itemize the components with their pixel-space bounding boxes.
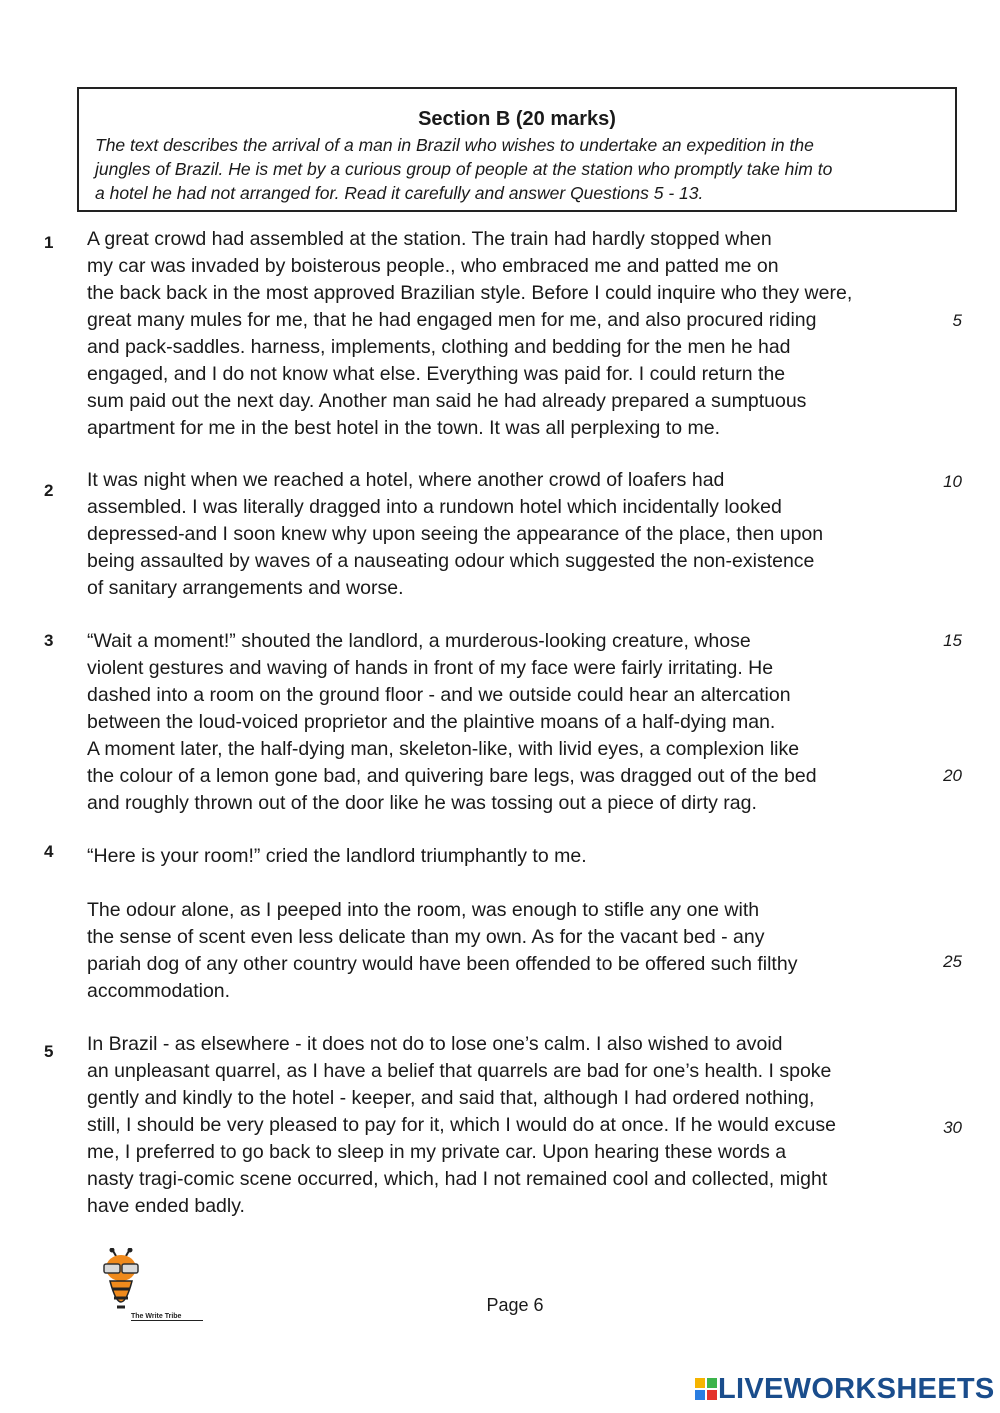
text-line: A great crowd had assembled at the station. The train had hardly stopped when xyxy=(87,228,772,250)
line-reference-30: 30 xyxy=(943,1118,962,1137)
text-line: The odour alone, as I peeped into the room, was enough to stifle any one with xyxy=(87,899,760,921)
intro-line: a hotel he had not arranged for. Read it carefully and answer Questions 5 - 13. xyxy=(95,183,704,203)
paragraph-number-5: 5 xyxy=(44,1042,54,1061)
paragraph-2 xyxy=(87,467,949,602)
text-line: In Brazil - as elsewhere - it does not do to lose one’s calm. I also wished to avoid xyxy=(87,1033,783,1055)
text-line: depressed-and I soon knew why upon seeing the appearance of the place, then upon xyxy=(87,523,824,545)
text-line: “Wait a moment!” shouted the landlord, a murderous-looking creature, whose xyxy=(87,630,751,652)
line-reference-15: 15 xyxy=(943,631,962,650)
intro-line: jungles of Brazil. He is met by a curious group of people at the station who promptly take him to xyxy=(95,159,833,179)
text-line: have ended badly. xyxy=(87,1195,245,1217)
text-line: sum paid out the next day. Another man said he had already prepared a sumptuous xyxy=(87,390,807,412)
text-line: the sense of scent even less delicate than my own. As for the vacant bed - any xyxy=(87,926,765,948)
section-header-box xyxy=(77,87,957,212)
text-line: between the loud-voiced proprietor and the plaintive moans of a half-dying man. xyxy=(87,711,776,733)
liveworksheets-logo-icon xyxy=(695,1378,717,1400)
paragraph-3 xyxy=(87,628,949,817)
text-line: and roughly thrown out of the door like he was tossing out a piece of dirty rag. xyxy=(87,792,757,814)
paragraph-number-1: 1 xyxy=(44,233,54,252)
section-intro xyxy=(95,133,945,205)
section-title: Section B (20 marks) xyxy=(418,108,616,130)
paragraph-number-4: 4 xyxy=(44,842,54,861)
intro-line: The text describes the arrival of a man in Brazil who wishes to undertake an expedition in the xyxy=(95,135,814,155)
text-line: “Here is your room!” cried the landlord triumphantly to me. xyxy=(87,845,587,867)
paragraph-5 xyxy=(87,1031,949,1220)
text-line: violent gestures and waving of hands in front of my face were fairly irritating. He xyxy=(87,657,774,679)
text-line: pariah dog of any other country would have been offended to be offered such filthy xyxy=(87,953,798,975)
text-line: It was night when we reached a hotel, where another crowd of loafers had xyxy=(87,469,725,491)
paragraph-4a xyxy=(87,843,949,870)
text-line: me, I preferred to go back to sleep in my private car. Upon hearing these words a xyxy=(87,1141,787,1163)
line-reference-5: 5 xyxy=(952,311,962,330)
text-line: A moment later, the half-dying man, skeleton-like, with livid eyes, a complexion like xyxy=(87,738,800,760)
text-line: the back back in the most approved Brazilian style. Before I could inquire who they were, xyxy=(87,282,853,304)
line-reference-20: 20 xyxy=(943,766,962,785)
line-reference-10: 10 xyxy=(943,472,962,491)
text-line: assembled. I was literally dragged into a rundown hotel which incidentally looked xyxy=(87,496,782,518)
paragraph-number-2: 2 xyxy=(44,481,54,500)
logo-text: The Write Tribe xyxy=(131,1313,203,1321)
text-line: the colour of a lemon gone bad, and quivering bare legs, was dragged out of the bed xyxy=(87,765,817,787)
page-number: Page 6 xyxy=(486,1295,544,1315)
paragraph-4b xyxy=(87,897,949,1005)
text-line: an unpleasant quarrel, as I have a belief that quarrels are bad for one’s health. I spoke xyxy=(87,1060,832,1082)
paragraph-number-3: 3 xyxy=(44,631,54,650)
text-line: of sanitary arrangements and worse. xyxy=(87,577,404,599)
text-line: still, I should be very pleased to pay for it, which I would do at once. If he would excuse xyxy=(87,1114,836,1136)
text-line: great many mules for me, that he had engaged men for me, and also procured riding xyxy=(87,309,817,331)
paragraph-1 xyxy=(87,226,949,442)
text-line: and pack-saddles. harness, implements, clothing and bedding for the men he had xyxy=(87,336,791,358)
text-line: being assaulted by waves of a nauseating odour which suggested the non-existence xyxy=(87,550,815,572)
text-line: my car was invaded by boisterous people., who embraced me and patted me on xyxy=(87,255,779,277)
liveworksheets-watermark: LIVEWORKSHEETS xyxy=(718,1373,995,1405)
text-line: apartment for me in the best hotel in the town. It was all perplexing to me. xyxy=(87,417,720,439)
text-line: accommodation. xyxy=(87,980,231,1002)
text-line: engaged, and I do not know what else. Everything was paid for. I could return the xyxy=(87,363,786,385)
line-reference-25: 25 xyxy=(943,952,962,971)
text-line: nasty tragi-comic scene occurred, which, had I not remained cool and collected, might xyxy=(87,1168,828,1190)
text-line: gently and kindly to the hotel - keeper, and said that, although I had ordered nothing, xyxy=(87,1087,815,1109)
text-line: dashed into a room on the ground floor - and we outside could hear an altercation xyxy=(87,684,791,706)
